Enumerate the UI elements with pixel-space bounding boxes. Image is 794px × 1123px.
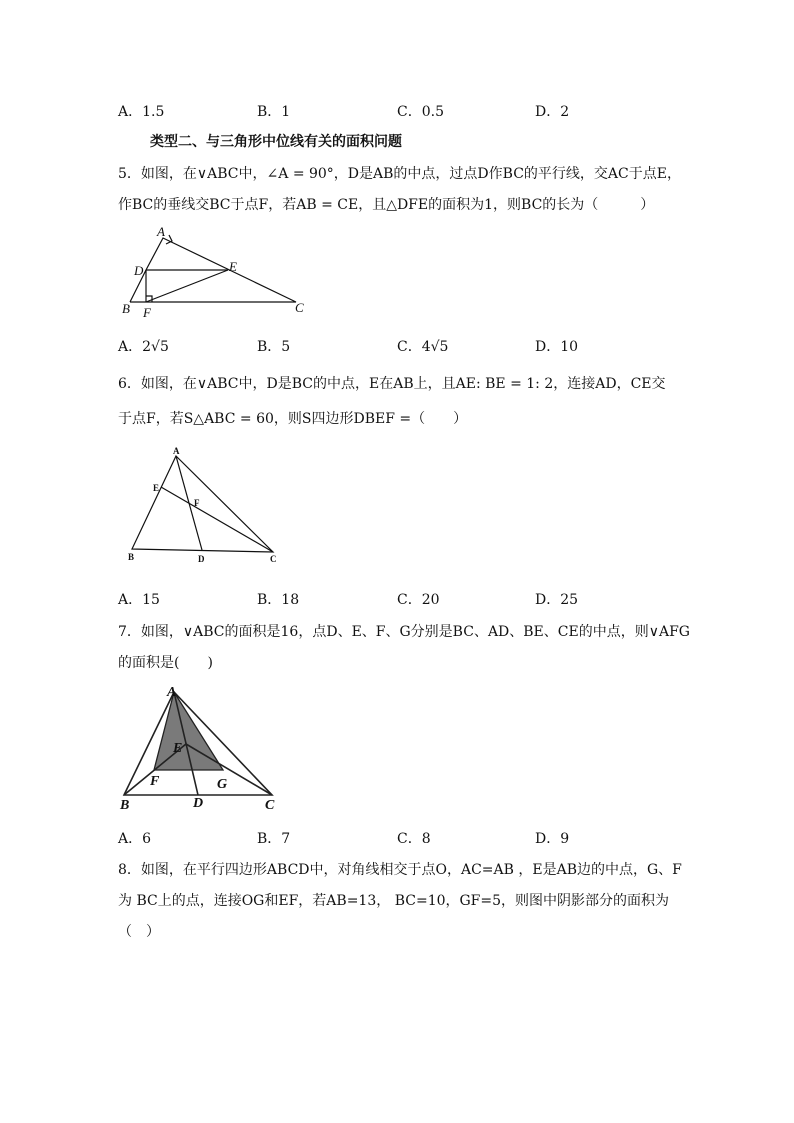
q6-triangle-abc bbox=[132, 456, 273, 552]
q7-option-d: D．9 bbox=[535, 831, 570, 847]
q5-label-b: B bbox=[122, 301, 130, 316]
q7-label-e: E bbox=[173, 741, 183, 756]
q6-option-a: A．15 bbox=[118, 592, 160, 608]
q7-text-line2: 的面积是( ) bbox=[118, 655, 213, 671]
q6-label-c: C bbox=[270, 554, 277, 564]
q6-label-a: A bbox=[173, 446, 180, 456]
q5-label-d: D bbox=[134, 263, 144, 278]
q5-text-line2: 作BC的垂线交BC于点F，若AB = CE，且△DFE的面积为1，则BC的长为（ ） bbox=[118, 197, 655, 213]
q7-label-d: D bbox=[193, 796, 204, 811]
q8-text-line2: 为 BC上的点，连接OG和EF，若AB=13， BC=10，GF=5，则图中阴影部分的面积为 bbox=[118, 893, 670, 909]
q8-text-line3: （ ） bbox=[118, 924, 160, 940]
q6-label-b: B bbox=[128, 552, 135, 562]
q7-text-line1: 7．如图，∨ABC的面积是16，点D、E、F、G分别是BC、AD、BE、CE的中点，则∨AFG bbox=[118, 624, 690, 640]
q6-label-e: E bbox=[153, 483, 160, 493]
q7-option-c: C．8 bbox=[397, 831, 431, 847]
q5-label-c: C bbox=[295, 300, 304, 315]
q7-label-c: C bbox=[265, 798, 275, 813]
q7-label-g: G bbox=[217, 777, 228, 792]
q5-option-b: B．5 bbox=[257, 339, 291, 355]
q5-label-a: A bbox=[157, 224, 165, 239]
q7-label-f: F bbox=[150, 774, 160, 789]
q5-segment-fe bbox=[146, 270, 228, 302]
q5-option-a: A．2√5 bbox=[118, 339, 169, 355]
q7-shaded-triangle-afg bbox=[154, 692, 223, 770]
q6-option-b: B．18 bbox=[257, 592, 300, 608]
q7-option-a: A．6 bbox=[118, 831, 152, 847]
q6-figure bbox=[118, 446, 288, 568]
q4-option-d: D．2 bbox=[535, 104, 570, 120]
section-title: 类型二、与三角形中位线有关的面积问题 bbox=[150, 134, 402, 150]
q6-option-c: C．20 bbox=[397, 592, 440, 608]
q5-label-e: E bbox=[229, 259, 237, 274]
q7-label-a: A bbox=[167, 685, 177, 700]
q5-text-line1: 5．如图，在∨ABC中，∠A = 90°，D是AB的中点，过点D作BC的平行线，交AC于点E， bbox=[118, 166, 681, 182]
q8-text-line1: 8．如图，在平行四边形ABCD中，对角线相交于点O，AC=AB ，E是AB边的中点，G、F bbox=[118, 862, 682, 878]
q6-option-d: D．25 bbox=[535, 592, 579, 608]
q4-option-b: B．1 bbox=[257, 104, 291, 120]
q6-text-line2: 于点F，若S△ABC = 60，则S四边形DBEF =（ ） bbox=[118, 411, 468, 427]
q7-label-b: B bbox=[120, 798, 130, 813]
q6-label-f: F bbox=[194, 498, 200, 508]
q6-text-line1: 6．如图，在∨ABC中，D是BC的中点，E在AB上，且AE: BE = 1: 2，连接AD，CE交 bbox=[118, 376, 666, 392]
q7-figure bbox=[112, 682, 287, 814]
q5-option-d: D．10 bbox=[535, 339, 579, 355]
q4-option-c: C．0.5 bbox=[397, 104, 444, 120]
q5-label-f: F bbox=[143, 305, 151, 320]
q5-figure bbox=[118, 222, 318, 320]
q7-option-b: B．7 bbox=[257, 831, 291, 847]
q6-label-d: D bbox=[198, 554, 205, 564]
q5-option-c: C．4√5 bbox=[397, 339, 449, 355]
q4-option-a: A．1.5 bbox=[118, 104, 165, 120]
